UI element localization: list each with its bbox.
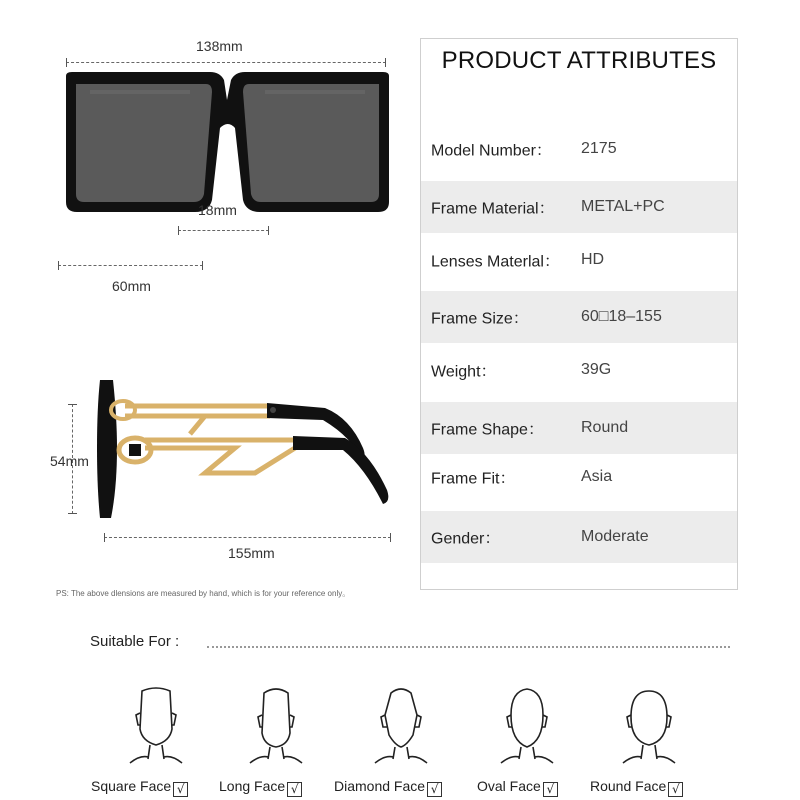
checkmark-icon: √ <box>287 782 302 797</box>
temple-length-dimension-line <box>104 537 391 538</box>
diamond-face-label <box>334 778 442 797</box>
attr-key: Frame Shape： <box>431 421 544 439</box>
face-label-text: Long Face <box>219 778 286 794</box>
long-face-icon <box>246 685 306 765</box>
diamond-face-icon <box>371 685 431 765</box>
lower-temple <box>145 440 295 473</box>
oval-face-label <box>477 778 558 797</box>
attr-key: Frame Size： <box>431 310 529 328</box>
attr-key: Weight： <box>431 363 497 381</box>
attr-key: Gender： <box>431 530 501 548</box>
frame-edge <box>97 380 117 518</box>
right-lens <box>243 84 379 202</box>
attr-key: Frame Fit： <box>431 470 516 488</box>
product-attributes-panel <box>420 38 738 590</box>
upper-temple <box>125 406 270 434</box>
bridge-dimension-line <box>178 230 269 231</box>
square-face-label <box>91 778 188 797</box>
face-label-text: Round Face <box>590 778 667 794</box>
round-face-label <box>590 778 683 797</box>
lens-height-label: 54mm <box>50 453 89 469</box>
attr-row-model-number <box>421 123 737 175</box>
measurement-footnote: PS: The above dlensions are measured by hand, which is for your reference only。 <box>56 589 351 598</box>
face-label-text: Diamond Face <box>334 778 426 794</box>
lens-width-dimension-line <box>58 265 203 266</box>
suitable-for-title: Suitable For : <box>90 633 180 650</box>
attr-row-lenses-material <box>421 234 737 286</box>
temple-length-label: 155mm <box>228 545 275 561</box>
face-label-text: Square Face <box>91 778 172 794</box>
attr-row-weight <box>421 344 737 396</box>
attr-value: HD <box>581 251 605 268</box>
dotted-divider <box>207 646 730 648</box>
attr-row-frame-fit <box>421 451 737 503</box>
checkmark-icon: √ <box>543 782 558 797</box>
checkmark-icon: √ <box>427 782 442 797</box>
checkmark-icon: √ <box>668 782 683 797</box>
attr-value: Round <box>581 419 629 436</box>
sunglasses-front-image <box>60 70 395 215</box>
attr-value: 2175 <box>581 140 617 157</box>
round-face-icon <box>619 685 679 765</box>
attr-value: Asia <box>581 468 613 485</box>
total-width-dimension-line <box>66 62 386 63</box>
attr-row-gender <box>421 511 737 563</box>
attr-value: Moderate <box>581 528 649 545</box>
face-label-text: Oval Face <box>477 778 541 794</box>
attr-row-frame-material <box>421 181 737 233</box>
attr-value: 60□18–155 <box>581 308 662 325</box>
attr-row-frame-size <box>421 291 737 343</box>
attr-value: METAL+PC <box>581 198 665 215</box>
checkmark-icon: √ <box>173 782 188 797</box>
attr-value: 39G <box>581 361 612 378</box>
panel-title: PRODUCT ATTRIBUTES <box>441 47 717 74</box>
lens-width-label: 60mm <box>112 278 151 294</box>
left-lens <box>76 84 212 202</box>
long-face-label <box>219 778 302 797</box>
bridge-label: 18mm <box>198 202 237 218</box>
oval-face-icon <box>497 685 557 765</box>
attr-key: Lenses Materlal： <box>431 253 560 271</box>
attr-key: Frame Material： <box>431 200 555 218</box>
total-width-label: 138mm <box>196 38 243 54</box>
attr-row-frame-shape <box>421 402 737 454</box>
sunglasses-side-image <box>95 378 395 523</box>
attr-key: Model Number： <box>431 142 552 160</box>
lower-temple-tip <box>293 436 388 504</box>
square-face-icon <box>126 685 186 765</box>
